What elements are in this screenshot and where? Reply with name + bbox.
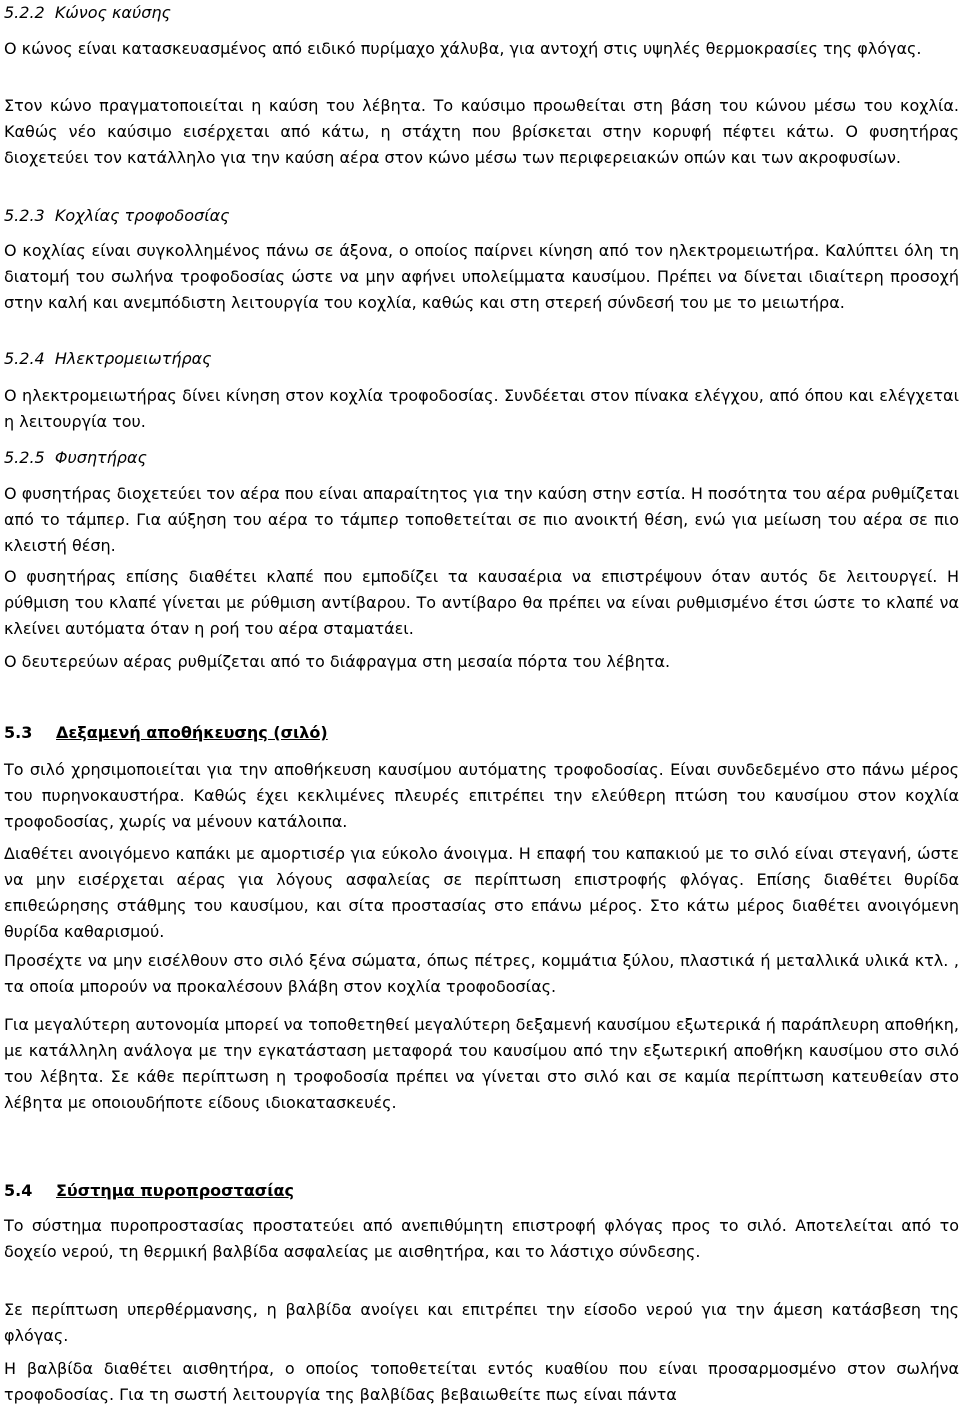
- section-number: 5.3: [4, 723, 33, 742]
- subsection-heading-5-2-4: [4, 346, 959, 372]
- subsection-heading-5-2-3: [4, 203, 959, 229]
- paragraph: Ο κώνος είναι κατασκευασμένος από ειδικό πυρίμαχο χάλυβα, για αντοχή στις υψηλές θερμοκρασίες της φλόγας.: [4, 39, 922, 58]
- paragraph: Στον κώνο πραγματοποιείται η καύση του λέβητα. Το καύσιμο προωθείται στη βάση του κώνου μέσω του κοχλία. Καθώς νέο καύσιμο εισέρχεται από κάτω, η στάχτη που βρίσκεται στην κορυφή πέφτει κάτω. Ο φυσητήρας διοχετεύει τον κατάλληλο για την καύση αέρα στον κώνο μέσω των περιφερειακών οπών και των ακροφυσίων.: [4, 96, 959, 167]
- paragraph: Προσέχτε να μην εισέλθουν στο σιλό ξένα σώματα, όπως πέτρες, κομμάτια ξύλου, πλαστικά ή μεταλλικά υλικά κτλ. , τα οποία μπορούν να προκαλέσουν βλάβη στον κοχλία τροφοδοσίας.: [4, 951, 959, 996]
- subsection-number: 5.2.4: [4, 349, 45, 368]
- paragraph: Ο φυσητήρας διοχετεύει τον αέρα που είναι απαραίτητος για την καύση στην εστία. Η ποσότητα του αέρα ρυθμίζεται από το τάμπερ. Για αύξηση του αέρα το τάμπερ τοποθετείται σε πιο ανοικτή θέση, ενώ για μείωση του αέρα σε πιο κλειστή θέση.: [4, 484, 959, 555]
- subsection-title: Φυσητήρας: [54, 448, 147, 467]
- subsection-heading-5-2-5: [4, 445, 959, 471]
- paragraph: Το σύστημα πυροπροστασίας προστατεύει από ανεπιθύμητη επιστροφή φλόγας προς το σιλό. Αποτελείται από το δοχείο νερού, τη θερμική βαλβίδα ασφαλείας με αισθητήρα, και το λάστιχο σύνδεσης.: [4, 1216, 959, 1261]
- section-heading-5-4: [4, 1178, 959, 1204]
- subsection-number: 5.2.5: [4, 448, 45, 467]
- subsection-number: 5.2.2: [4, 3, 45, 22]
- section-number: 5.4: [4, 1181, 33, 1200]
- subsection-title: Κώνος καύσης: [54, 3, 171, 22]
- paragraph: Ο φυσητήρας επίσης διαθέτει κλαπέ που εμποδίζει τα καυσαέρια να επιστρέψουν όταν αυτός δε λειτουργεί. Η ρύθμιση του κλαπέ γίνεται με ρύθμιση αντίβαρου. Το αντίβαρο θα πρέπει να είναι ρυθμισμένο έτσι ώστε το κλαπέ να κλείνει αυτόματα όταν η ροή του αέρα σταματάει.: [4, 567, 959, 638]
- section-title: Σύστημα πυροπροστασίας: [56, 1181, 294, 1200]
- paragraph: Ο κοχλίας είναι συγκολλημένος πάνω σε άξονα, ο οποίος παίρνει κίνηση από τον ηλεκτρομειωτήρα. Καλύπτει όλη τη διατομή του σωλήνα τροφοδοσίας ώστε να μην αφήνει υπολείμματα καυσίμου. Πρέπει να δίνεται ιδιαίτερη προσοχή στην καλή και ανεμπόδιστη λειτουργία του κοχλία, καθώς και στη στερεή σύνδεσή του με το μειωτήρα.: [4, 241, 959, 312]
- subsection-heading-5-2-2: [4, 0, 959, 26]
- paragraph: Διαθέτει ανοιγόμενο καπάκι με αμορτισέρ για εύκολο άνοιγμα. Η επαφή του καπακιού με το σιλό είναι στεγανή, ώστε να μην εισέρχεται αέρας για λόγους ασφαλείας σε περίπτωση επιστροφής φλόγας. Επίσης διαθέτει θυρίδα επιθεώρησης στάθμης του καυσίμου, και σίτα προστασίας στο επάνω μέρος. Στο κάτω μέρος διαθέτει ανοιγόμενη θυρίδα καθαρισμού.: [4, 844, 959, 941]
- paragraph: Σε περίπτωση υπερθέρμανσης, η βαλβίδα ανοίγει και επιτρέπει την είσοδο νερού για την άμεση κατάσβεση της φλόγας.: [4, 1300, 959, 1345]
- subsection-title: Κοχλίας τροφοδοσίας: [54, 206, 230, 225]
- paragraph: Για μεγαλύτερη αυτονομία μπορεί να τοποθετηθεί μεγαλύτερη δεξαμενή καυσίμου εξωτερικά ή παράπλευρη αποθήκη, με κατάλληλη ανάλογα με την εγκατάσταση μεταφορά του καυσίμου από την εξωτερική αποθήκη καυσίμου στο σιλό του λέβητα. Σε κάθε περίπτωση η τροφοδοσία πρέπει να γίνεται στο σιλό και σε καμία περίπτωση κατευθείαν στο λέβητα με οποιουδήποτε είδους ιδιοκατασκευές.: [4, 1015, 959, 1112]
- section-heading-5-3: [4, 720, 959, 746]
- paragraph: Ο ηλεκτρομειωτήρας δίνει κίνηση στον κοχλία τροφοδοσίας. Συνδέεται στον πίνακα ελέγχου, από όπου και ελέγχεται η λειτουργία του.: [4, 386, 959, 431]
- section-title: Δεξαμενή αποθήκευσης (σιλό): [56, 723, 328, 742]
- paragraph: Ο δευτερεύων αέρας ρυθμίζεται από το διάφραγμα στη μεσαία πόρτα του λέβητα.: [4, 652, 671, 671]
- subsection-title: Ηλεκτρομειωτήρας: [54, 349, 212, 368]
- subsection-number: 5.2.3: [4, 206, 45, 225]
- paragraph: Το σιλό χρησιμοποιείται για την αποθήκευση καυσίμου αυτόματης τροφοδοσίας. Είναι συνδεδεμένο στο πάνω μέρος του πυρηνοκαυστήρα. Καθώς έχει κεκλιμένες πλευρές επιτρέπει την ελεύθερη πτώση του καυσίμου στον κοχλία τροφοδοσίας, χωρίς να μένουν κατάλοιπα.: [4, 760, 959, 831]
- paragraph: Η βαλβίδα διαθέτει αισθητήρα, ο οποίος τοποθετείται εντός κυαθίου που είναι προσαρμοσμένο στον σωλήνα τροφοδοσίας. Για τη σωστή λειτουργία της βαλβίδας βεβαιωθείτε πως είναι πάντα: [4, 1359, 959, 1404]
